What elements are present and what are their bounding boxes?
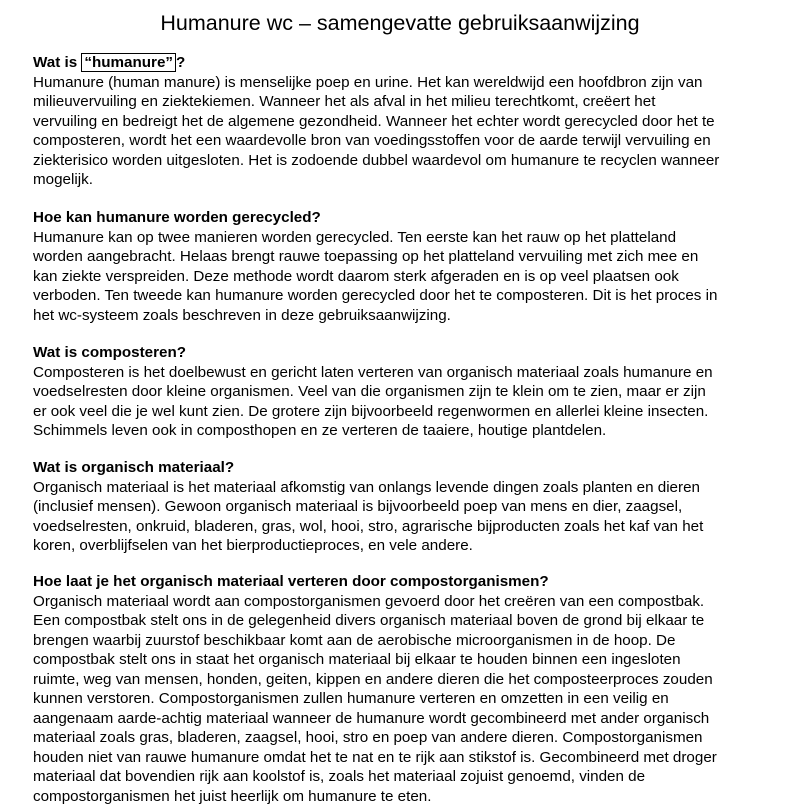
paragraph-line: voedselresten, onkruid, bladeren, gras, wol, hooi, stro, agrarische bijproducten zoals het kaf van het: [33, 517, 704, 535]
document-title: Humanure wc – samengevatte gebruiksaanwijzing: [160, 11, 640, 35]
section-heading: Wat is organisch materiaal?: [33, 459, 235, 476]
paragraph-line: verboden. Ten tweede kan humanure worden gerecycled door het te composteren. Dit is het proces in: [33, 287, 718, 304]
paragraph-line: Een compostbak stelt ons in de gelegenheid divers organisch materiaal boven de grond bij elkaar te: [33, 612, 705, 629]
section-heading: Hoe laat je het organisch materiaal verteren door compostorganismen?: [33, 573, 549, 590]
section-what-is-humanure: [33, 53, 778, 190]
paragraph-line: koren, overblijfselen van het bierproductieproces, en vele andere.: [33, 537, 473, 554]
section-how-digest-organic-material: [33, 572, 778, 806]
paragraph-line: Schimmels leven ook in composthopen en ze verteren de taaiere, houtige plantdelen.: [33, 422, 607, 439]
paragraph-line: ruimte, weg van mensen, honden, geiten, kippen en andere dieren die het composteerproces zouden: [33, 670, 713, 688]
heading-prefix: Wat is: [33, 54, 82, 71]
paragraph-line: kan ziekte verspreiden. Deze methode wordt daarom sterk afgeraden en is op veel plaatsen ook: [33, 267, 679, 285]
paragraph-line: brengen waarbij zuurstof beschikbaar komt aan de aerobische microorganismen in de hoop. De: [33, 631, 676, 649]
heading-term-humanure: “humanure”: [81, 53, 176, 72]
paragraph-line: composteren, wordt het een waardevolle bron van voedingsstoffen voor de aarde terwijl vervuiling en: [33, 132, 711, 149]
paragraph-line: Humanure (human manure) is menselijke poep en urine. Het kan wereldwijd een hoofdbron zijn van: [33, 73, 703, 91]
paragraph-line: houden niet van rauwe humanure omdat het te nat en te rijk aan stikstof is. Gecombineerd met droger: [33, 748, 717, 766]
paragraph-line: compostorganismen het juist heerlijk om humanure te eten.: [33, 787, 432, 805]
paragraph-line: vervuiling en bedreigt het de algemene gezondheid. Wanneer het echter wordt gerecycled door het te: [33, 112, 715, 130]
paragraph-line: Organisch materiaal wordt aan compostorganismen gevoerd door het creëren van een compostbak.: [33, 592, 705, 610]
paragraph-line: materiaal zoals gras, bladeren, zaagsel, hooi, stro en poep van andere dieren. Compostorganismen: [33, 729, 703, 746]
paragraph-line: compostbak stelt ons in staat het organisch materiaal bij elkaar te houden binnen een ingesloten: [33, 651, 681, 668]
paragraph-line: materiaal dat bovendien rijk aan koolstof is, zoals het materiaal zojuist genoemd, vinden de: [33, 768, 646, 785]
section-what-is-organic-material: [33, 458, 778, 556]
paragraph-line: mogelijk.: [33, 171, 93, 188]
section-heading: Hoe kan humanure worden gerecycled?: [33, 209, 321, 226]
heading-suffix: ?: [176, 54, 186, 71]
paragraph-line: het wc-systeem zoals beschreven in deze gebruiksaanwijzing.: [33, 306, 451, 324]
section-heading: Wat is composteren?: [33, 344, 187, 361]
paragraph-line: er ook veel die je wel kunt zien. De grotere zijn bijvoorbeeld regenwormen en allerlei kleine insecten.: [33, 402, 709, 420]
paragraph-line: Composteren is het doelbewust en gericht laten verteren van organisch materiaal zoals humanure en: [33, 363, 713, 381]
section-how-recycle-humanure: [33, 208, 778, 325]
paragraph-line: aangenaam aarde-achtig materiaal wanneer de humanure wordt gecombineerd met ander organisch: [33, 709, 710, 727]
section-heading: [33, 53, 778, 73]
section-what-is-composting: [33, 343, 778, 441]
paragraph-line: voedselresten door kleine organismen. Veel van die organismen zijn te klein om te zien, maar er zijn: [33, 383, 706, 400]
paragraph-line: Humanure kan op twee manieren worden gerecycled. Ten eerste kan het rauw op het platteland: [33, 228, 677, 246]
paragraph-line: milieuvervuiling en ziektekiemen. Wanneer het als afval in het milieu terechtkomt, creëert het: [33, 93, 656, 110]
paragraph-line: Organisch materiaal is het materiaal afkomstig van onlangs levende dingen zoals planten en dieren: [33, 478, 700, 496]
paragraph-line: (inclusief mensen). Gewoon organisch materiaal is bijvoorbeeld poep van mens en dier, zaagsel,: [33, 498, 683, 515]
paragraph-line: worden aangebracht. Helaas brengt rauwe toepassing op het platteland vervuiling met zich mee en: [33, 248, 699, 265]
paragraph-line: ziekterisico worden uitgesloten. Het is zodoende dubbel waardevol om humanure te recyclen wanneer: [33, 151, 720, 169]
paragraph-line: kunnen verstoren. Compostorganismen zullen humanure verteren en omzetten in een veilig en: [33, 690, 669, 707]
